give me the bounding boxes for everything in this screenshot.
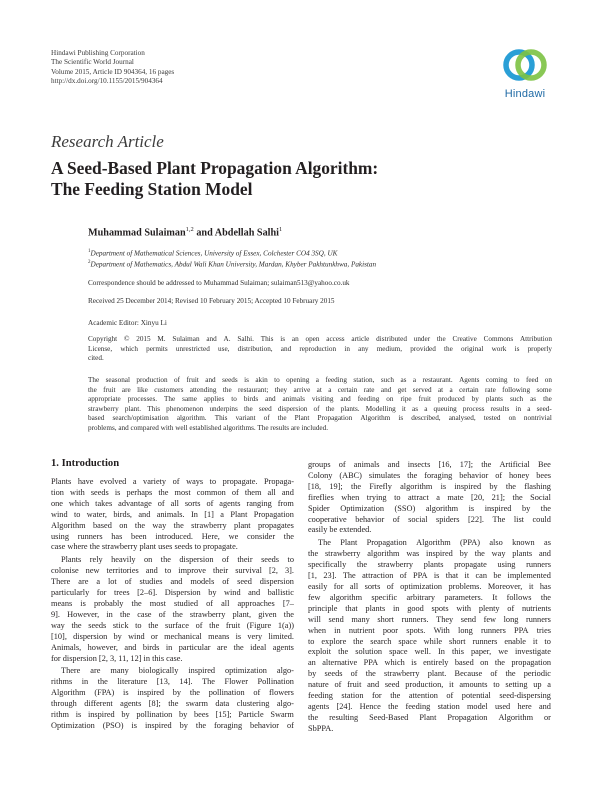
copyright-line: Copyright © 2015 M. Sulaiman and A. Salhi. This is an open access article distributed under the Creative Commons Attribution bbox=[88, 335, 552, 343]
title-line: The Feeding Station Model bbox=[51, 179, 253, 199]
body-line: case where the strawberry plant uses seeds to propagate. bbox=[51, 542, 238, 552]
body-line: groups of animals and insects [16, 17]; the Artificial Bee bbox=[308, 460, 551, 469]
author-affil-sup: 1,2 bbox=[185, 226, 194, 233]
hindawi-logo-icon bbox=[496, 43, 554, 87]
body-line: wind to water, birds, and animals. In [1] a Plant Propagation bbox=[51, 509, 294, 519]
abstract-line: appropriate processes. The same applies to birds and animals visiting and feeding on ripe fruit produced by plants such as the bbox=[88, 395, 552, 404]
received-dates: Received 25 December 2014; Revised 10 February 2015; Accepted 10 February 2015 bbox=[88, 297, 335, 305]
body-line: by seeds of the strawberry plant. Because of the periodic bbox=[308, 669, 551, 679]
body-line: agents [24]. Hence the feeding station model used here and bbox=[308, 701, 551, 711]
body-line: [1, 23]. The attraction of PPA is that it can be implemented bbox=[308, 571, 551, 581]
article-type: Research Article bbox=[51, 132, 164, 151]
affiliation-sup: 1 bbox=[88, 249, 91, 254]
body-line: Colony (ABC) simulates the foraging behavior of honey bees bbox=[308, 470, 551, 480]
body-line: the strawberry algorithm was inspired by the way plants and bbox=[308, 549, 551, 559]
body-line: Animals, however, and birds in particular are the ideal agents bbox=[51, 642, 294, 652]
body-line: the resulting Seed-Based Plant Propagation Algorithm or bbox=[308, 712, 551, 722]
journal-header bbox=[51, 49, 174, 87]
body-line: using runners has been introduced. Here, we consider the bbox=[51, 531, 294, 541]
body-line: exploit the solution space well. In this paper, we investigate bbox=[308, 647, 551, 657]
author-conjunction: and bbox=[193, 227, 215, 239]
affiliation-sup: 2 bbox=[88, 260, 91, 265]
body-line: means is probably the most studied of all approaches [7– bbox=[51, 598, 294, 608]
body-line: 9]. However, in the case of the strawberry plant, given the bbox=[51, 609, 294, 619]
affiliation bbox=[88, 249, 337, 257]
title-line: A Seed-Based Plant Propagation Algorithm: bbox=[51, 158, 379, 178]
copyright-notice bbox=[88, 335, 552, 364]
body-line: The Plant Propagation Algorithm (PPA) also known as bbox=[318, 538, 551, 548]
affiliation-text: Department of Mathematics, Abdul Wali Khan University, Mardan, Khyber Pakhtunkhwa, Pakistan bbox=[90, 260, 377, 269]
body-column-right bbox=[308, 460, 551, 735]
body-line: for dispersion [2, 3, 11, 12] in this case. bbox=[51, 653, 183, 663]
copyright-line: cited. bbox=[88, 354, 104, 363]
body-line: through different agents [8]; the swarm data clustering algo- bbox=[51, 699, 294, 709]
author-affil-sup: 1 bbox=[279, 226, 283, 233]
body-line: Spider Optimization (SSO) algorithm is inspired by the bbox=[308, 503, 551, 513]
body-line: There are a lot of studies and models of seed dispersion bbox=[51, 577, 294, 587]
journal-name: The Scientific World Journal bbox=[51, 58, 134, 67]
abstract-line: the fruit are like customers attending the restaurant; they arrive at a certain rate and get served at a certain rate following some bbox=[88, 385, 552, 394]
body-line: particularly for trees [2–6]. Dispersion by wind and ballistic bbox=[51, 588, 294, 598]
body-column-left bbox=[51, 477, 294, 732]
body-line: will send many short runners. They send few long runners bbox=[308, 614, 551, 624]
body-line: principle that plants in good spots with plenty of nutrients bbox=[308, 603, 551, 613]
body-line: Optimization (PSO) is inspired by the foraging behavior of bbox=[51, 720, 294, 730]
body-line: when in nutrient poor spots. With long runners PPA tries bbox=[308, 625, 551, 635]
body-line: to explore the search space while short runners enable it to bbox=[308, 636, 551, 646]
body-line: [10], dispersion by wind or mechanical means is very limited. bbox=[51, 631, 294, 641]
body-line: way the seeds stick to the surface of the fruit (Figure 1(a)) bbox=[51, 620, 294, 630]
body-line: SbPPA. bbox=[308, 723, 334, 733]
body-line: Algorithm (FPA) is inspired by the pollination of flowers bbox=[51, 688, 294, 698]
affiliation bbox=[88, 260, 376, 268]
author-name: Abdellah Salhi bbox=[214, 227, 280, 239]
body-line: few algorithm specific arbitrary parameters. It follows the bbox=[308, 592, 551, 602]
body-line: tion with seeds is perhaps the most common of them all and bbox=[51, 487, 294, 497]
author-list bbox=[88, 226, 282, 238]
body-line: specifically the strawberry plants propagate using runners bbox=[308, 560, 551, 570]
hindawi-logo-text: Hindawi bbox=[504, 88, 546, 100]
hindawi-logo bbox=[496, 43, 554, 105]
body-line: Plants have evolved a variety of ways to propagate. Propaga- bbox=[51, 477, 294, 486]
volume-info: Volume 2015, Article ID 904364, 16 pages bbox=[51, 67, 175, 76]
body-line: colonise new territories and to improve their survival [2, 3]. bbox=[51, 566, 294, 576]
paper-title bbox=[51, 158, 551, 200]
academic-editor: Academic Editor: Xinyu Li bbox=[88, 319, 167, 327]
body-line: easily be extended. bbox=[308, 525, 372, 535]
abstract-line: The seasonal production of fruit and seeds is akin to opening a feeding station, such as a restaurant. Agents coming to feed on bbox=[88, 376, 552, 384]
body-line: feeding station for the attention of potential seed-dispersing bbox=[308, 691, 551, 701]
body-line: rithms in the literature [13, 14]. The Flower Pollination bbox=[51, 677, 294, 687]
body-line: Plants rely heavily on the dispersion of their seeds to bbox=[61, 555, 294, 565]
doi-link[interactable]: http://dx.doi.org/10.1155/2015/904364 bbox=[51, 77, 163, 86]
abstract-line: based search/optimisation algorithm. This variant of the Plant Propagation Algorithm is described, analysed, tested on nontrivial bbox=[88, 414, 552, 423]
body-line: There are many biologically inspired optimization algo- bbox=[61, 666, 294, 676]
affiliation-text: Department of Mathematical Sciences, University of Essex, Colchester CO4 3SQ, UK bbox=[90, 249, 338, 258]
abstract-line: problems, and compared with well established algorithms. The results are included. bbox=[88, 423, 328, 432]
publisher-name: Hindawi Publishing Corporation bbox=[51, 49, 145, 57]
body-line: [18, 19]; the Firefly algorithm is inspired by the flashing bbox=[308, 481, 551, 491]
body-line: rithm is inspired by pollination by bees [15]; Particle Swarm bbox=[51, 710, 294, 720]
correspondence: Correspondence should be addressed to Muhammad Sulaiman; sulaiman513@yahoo.co.uk bbox=[88, 279, 350, 287]
abstract-line: strawberry plant. This phenomenon underpins the seed dispersion of the plants. Modelling it as a queuing process results in a seed- bbox=[88, 404, 552, 413]
body-line: easily for all sorts of optimization problems. Moreover, it has bbox=[308, 581, 551, 591]
copyright-line: License, which permits unrestricted use, distribution, and reproduction in any medium, provided the original work is properly bbox=[88, 344, 552, 353]
body-line: nature of fruit and seed production, it amounts to setting up a bbox=[308, 680, 551, 690]
body-line: cooperative behavior of social spiders [22]. The list could bbox=[308, 514, 551, 524]
body-line: an alternative PPA which is entirely based on the propagation bbox=[308, 658, 551, 668]
section-heading: 1. Introduction bbox=[51, 458, 120, 469]
body-line: fireflies when trying to attract a mate [20, 21]; the Social bbox=[308, 492, 551, 502]
body-line: Algorithm based on the way the strawberry plant propagates bbox=[51, 520, 294, 530]
body-line: one which takes advantage of all sorts of agents ranging from bbox=[51, 498, 294, 508]
abstract bbox=[88, 376, 552, 434]
author-name: Muhammad Sulaiman bbox=[88, 227, 186, 239]
